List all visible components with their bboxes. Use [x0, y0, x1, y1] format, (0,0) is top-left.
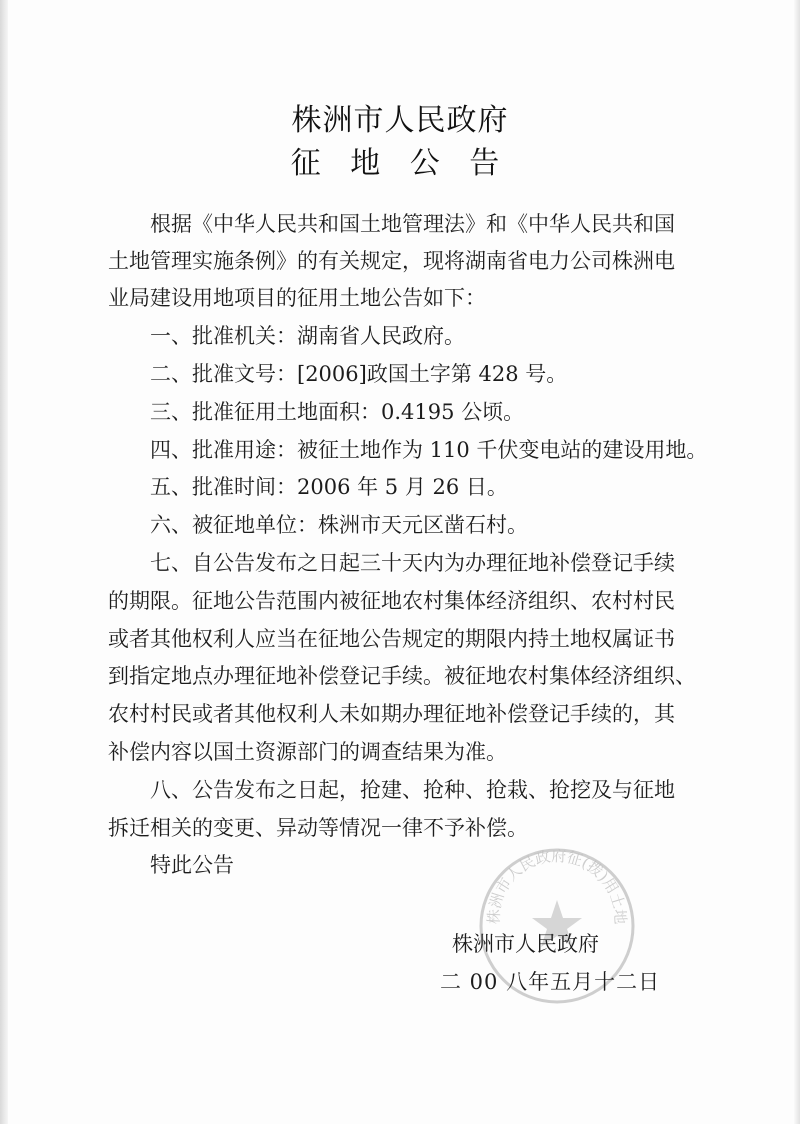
signature-organization: 株洲市人民政府	[452, 932, 599, 956]
body-line: 业局建设用地项目的征用土地公告如下：	[108, 286, 486, 310]
body-line: 五、批准时间：2006 年 5 月 26 日。	[150, 475, 508, 499]
signature-date: 二 00 八年五月十二日	[440, 970, 661, 994]
body-line: 土地管理实施条例》的有关规定，现将湖南省电力公司株洲电	[108, 249, 675, 273]
body-line: 农村村民或者其他权利人未如期办理征地补偿登记手续的，其	[108, 702, 675, 726]
closing-phrase: 特此公告	[150, 853, 234, 877]
issuing-organization: 株洲市人民政府	[291, 103, 509, 138]
body-line: 的期限。征地公告范围内被征地农村集体经济组织、农村村民	[108, 589, 675, 613]
body-line: 四、批准用途：被征土地作为 110 千伏变电站的建设用地。	[150, 438, 708, 462]
seal-text: 株洲市人民政府征(拨)用土地	[484, 847, 630, 925]
body-line: 六、被征地单位：株洲市天元区凿石村。	[150, 513, 528, 537]
body-line: 到指定地点办理征地补偿登记手续。被征地农村集体经济组织、	[108, 664, 696, 688]
body-line: 一、批准机关：湖南省人民政府。	[150, 324, 465, 348]
body-line: 二、批准文号：[2006]政国土字第 428 号。	[150, 362, 568, 386]
body-line: 七、自公告发布之日起三十天内为办理征地补偿登记手续	[150, 551, 675, 575]
document-title: 征 地 公 告	[290, 146, 510, 181]
body-line: 根据《中华人民共和国土地管理法》和《中华人民共和国	[150, 212, 675, 236]
body-line: 三、批准征用土地面积：0.4195 公顷。	[150, 400, 525, 424]
body-line: 拆迁相关的变更、异动等情况一律不予补偿。	[108, 816, 528, 840]
body-line: 补偿内容以国土资源部门的调查结果为准。	[108, 740, 507, 764]
body-line: 或者其他权利人应当在征地公告规定的期限内持土地权属证书	[108, 627, 675, 651]
body-line: 八、公告发布之日起，抢建、抢种、抢栽、抢挖及与征地	[150, 778, 675, 802]
